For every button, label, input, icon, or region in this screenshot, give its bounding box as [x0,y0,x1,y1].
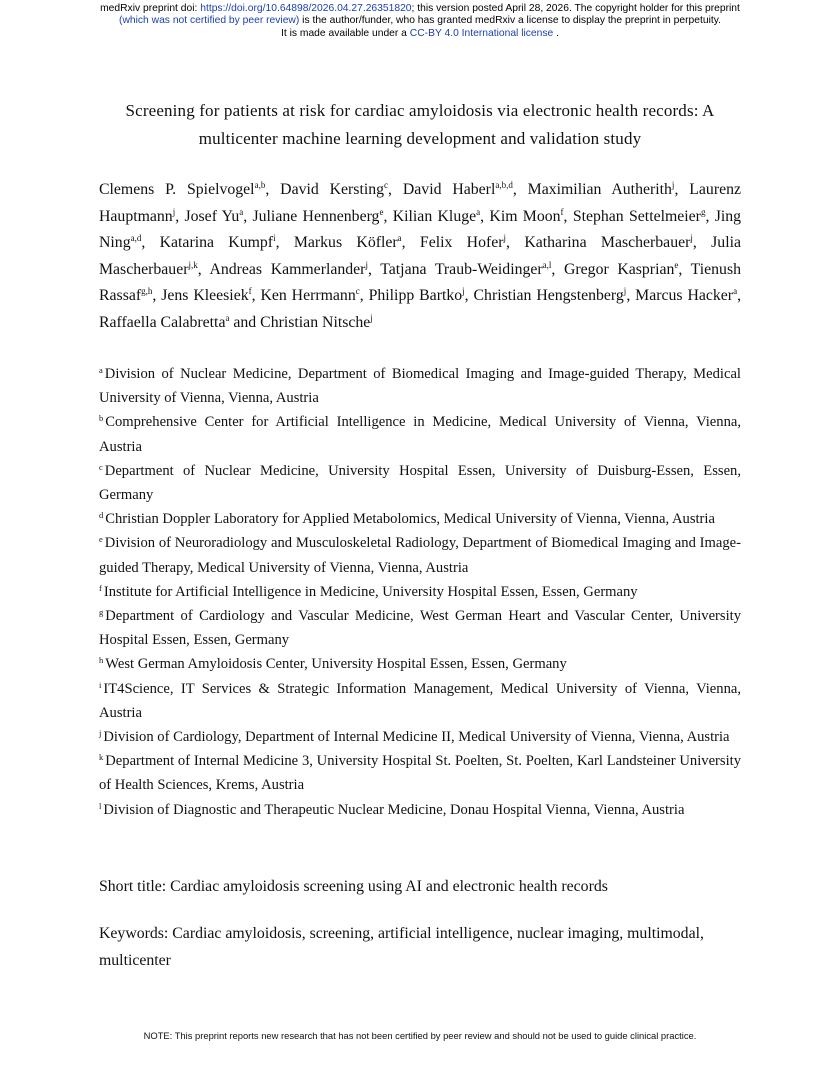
affiliation-text: Division of Cardiology, Department of Internal Medicine II, Medical University of Vienna, Vienna, Austria [103,729,730,746]
affiliation-item [99,531,741,579]
author-name: Markus Köfler [293,234,398,252]
affiliation-item [99,749,741,797]
author-affiliation-marker: c [384,180,389,190]
paper-title [100,97,740,153]
author-name: Philipp Bartko [368,287,463,305]
author-name: Andreas Kammerlander [209,260,366,278]
author-affiliation-marker: a,l [542,259,552,270]
affiliation-key: e [99,534,103,545]
affiliation-item [99,459,741,507]
author-affiliation-marker: j [671,180,675,190]
author-name: Stephan Settelmeier [572,207,701,225]
banner-end: . [553,27,559,39]
affiliation-key: a [99,365,103,375]
banner-doi-prefix: medRxiv preprint doi: [100,3,201,14]
affiliation-text: Division of Neuroradiology and Musculoskeletal Radiology, Department of Biomedical Imaging and Image-guided Therapy, Medical University of Vienna, Vienna, Austria [99,535,741,576]
doi-link[interactable]: https://doi.org/10.64898/2026.04.27.26351820 [200,3,412,14]
author-name: Ken Herrmann [260,287,356,305]
footer-note: NOTE: This preprint reports new research that has not been certified by peer review and should not be used to guide clinical practice. [143,1030,697,1041]
banner-line-1 [0,3,840,15]
affiliation-text: Division of Nuclear Medicine, Department of Biomedical Imaging and Image-guided Therapy, Medical University of Vienna, Vienna, Austria [99,366,741,407]
author-name: Tienush Rassaf [99,260,741,305]
author-name: Christian Hengstenberg [473,287,624,305]
author-affiliation-marker: i [273,233,276,244]
affiliation-key: f [99,582,102,593]
author-name: Josef Yu [184,207,240,225]
affiliation-key: d [99,510,104,521]
author-name: Kilian Kluge [392,207,477,225]
author-affiliation-marker: f [560,206,564,217]
author-name: Katarina Kumpf [159,234,274,252]
author-affiliation-marker: a [397,233,402,244]
author-affiliation-marker: a [476,206,481,217]
author-affiliation-marker: j [503,233,507,244]
affiliation-key: h [99,655,104,666]
author-affiliation-marker: j [690,233,693,244]
author-affiliation-marker: j [172,206,176,217]
short-title: Short title: Cardiac amyloidosis screening using AI and electronic health records [99,878,608,895]
author-name: Gregor Kasprian [563,260,675,278]
title-line-2: multicenter machine learning development and validation study [198,129,642,148]
affiliation-text: Department of Cardiology and Vascular Medicine, West German Heart and Vascular Center, University Hospital Essen, Essen, Germany [99,608,741,649]
author-name: Tatjana Traub-Weidinger [380,260,543,278]
affiliation-item [99,410,741,458]
affiliation-item [99,604,741,652]
author-name: Julia Mascherbauer [99,234,741,278]
author-affiliation-marker: j,k [188,259,198,270]
affiliation-item [99,725,741,749]
affiliation-text: IT4Science, IT Services & Strategic Information Management, Medical University of Vienna, Vienna, Austria [99,680,741,721]
author-name: David Kersting [280,181,385,198]
author-affiliation-marker: e [674,259,679,270]
author-name: Felix Hofer [419,234,504,252]
author-affiliation-marker: c [355,286,360,297]
affiliation-text: Comprehensive Center for Artificial Intelligence in Medicine, Medical University of Vienna, Vienna, Austria [99,414,741,455]
affiliation-key: c [99,461,103,472]
author-name: Jens Kleesiek [161,287,249,305]
preprint-banner [0,3,840,40]
affiliation-text: West German Amyloidosis Center, University Hospital Essen, Essen, Germany [105,656,567,673]
author-affiliation-marker: f [248,286,252,297]
author-name: David Haberl [402,181,496,198]
affiliation-key: k [99,752,104,763]
author-name: Jing Ning [99,207,742,252]
author-affiliation-marker: j [462,286,465,297]
affiliation-text: Department of Internal Medicine 3, University Hospital St. Poelten, St. Poelten, Karl Landsteiner University of Health Sciences, Krems, Austria [99,753,741,794]
author-name: Raffaella Calabretta [99,313,226,331]
author-name: Maximilian Autherith [527,181,672,198]
title-line-1: Screening for patients at risk for cardiac amyloidosis via electronic health records: A [125,101,715,120]
author-name: Kim Moon [489,207,561,225]
author-affiliation-marker: a,b [254,180,266,190]
affiliation-key: i [99,679,102,690]
banner-available-text: It is made available under a [280,27,410,39]
affiliation-item [99,798,741,822]
peer-review-note[interactable]: (which was not certified by peer review) [119,15,300,27]
banner-line-2 [0,15,840,27]
author-affiliation-marker: a,b,d [495,180,513,190]
banner-license-text: is the author/funder, who has granted medRxiv a license to display the preprint in perpetuity. [299,15,721,27]
author-affiliation-marker: g,h [141,286,153,297]
affiliation-key: g [99,607,104,618]
affiliation-item [99,652,741,676]
author-affiliation-marker: g [700,206,706,217]
affiliation-item [99,362,741,410]
author-name: Christian Nitsche [260,313,371,331]
author-affiliation-marker: e [379,206,384,217]
author-name: Clemens P. Spielvogel [99,181,255,198]
affiliation-item [99,507,741,531]
affiliation-text: Christian Doppler Laboratory for Applied Metabolomics, Medical University of Vienna, Vienna, Austria [105,511,715,528]
affiliation-key: j [99,728,102,739]
author-name: Katharina Mascherbauer [524,234,691,252]
author-name: Juliane Hennenberg [252,207,380,225]
author-affiliation-marker: j [365,259,368,270]
affiliation-list [99,362,741,822]
keywords: Keywords: Cardiac amyloidosis, screening, artificial intelligence, nuclear imaging, multimodal, multicenter [99,925,704,969]
affiliation-text: Division of Diagnostic and Therapeutic Nuclear Medicine, Donau Hospital Vienna, Vienna, Austria [103,801,685,818]
affiliation-text: Institute for Artificial Intelligence in Medicine, University Hospital Essen, Essen, Germany [103,583,638,600]
affiliation-text: Department of Nuclear Medicine, University Hospital Essen, University of Duisburg-Essen, Essen, Germany [99,462,741,504]
author-affiliation-marker: a [225,312,230,323]
banner-posted-text: ; this version posted April 28, 2026. The copyright holder for this preprint [411,3,740,14]
banner-line-3 [0,28,840,40]
author-affiliation-marker: a,d [130,233,142,244]
affiliation-item [99,677,741,725]
license-link[interactable]: CC-BY 4.0 International license [409,27,554,39]
author-name: Marcus Hacker [635,287,734,305]
author-name: Laurenz Hauptmann [99,181,742,225]
author-affiliation-marker: j [370,312,373,323]
author-affiliation-marker: j [623,286,627,297]
affiliation-item [99,580,741,604]
author-affiliation-marker: a [733,286,738,297]
author-affiliation-marker: a [239,206,244,217]
affiliation-key: b [99,413,104,424]
author-list: Clemens P. Spielvogel$^{a,b}$, David Kersting$^c$, David Haberl$^{a,b,d}$, Maximilian Autherith$^j$, Laurenz Hauptmann$^j$, Josef Yu$^a$, Juliane Hennenberg$^e$, Kilian Kluge$^a$, Kim Moon$^f$, Stephan Settelmeier$^g$, Jing Ning$^{a,d}$, Katarina Kumpf$^i$, Markus Köfler$^a$, Felix Hofer$^j$, Katharina Mascherbauer$^j$, Julia Mascherbauer$^{j,k}$, Andreas Kammerlander$^j$, Tatjana Traub-Weidinger$^{a,l}$, Gregor Kasprian$^e$, Tienush Rassaf$^{g,h}$, Jens Kleesiek$^f$, Ken Herrmann$^c$, Philipp Bartko$^j$, Christian Hengstenberg$^j$, Marcus Hacker$^a$, Raffaella Calabretta$^a$ and Christian Nitsche$^j$ [99,180,742,331]
affiliation-key: l [99,800,102,811]
